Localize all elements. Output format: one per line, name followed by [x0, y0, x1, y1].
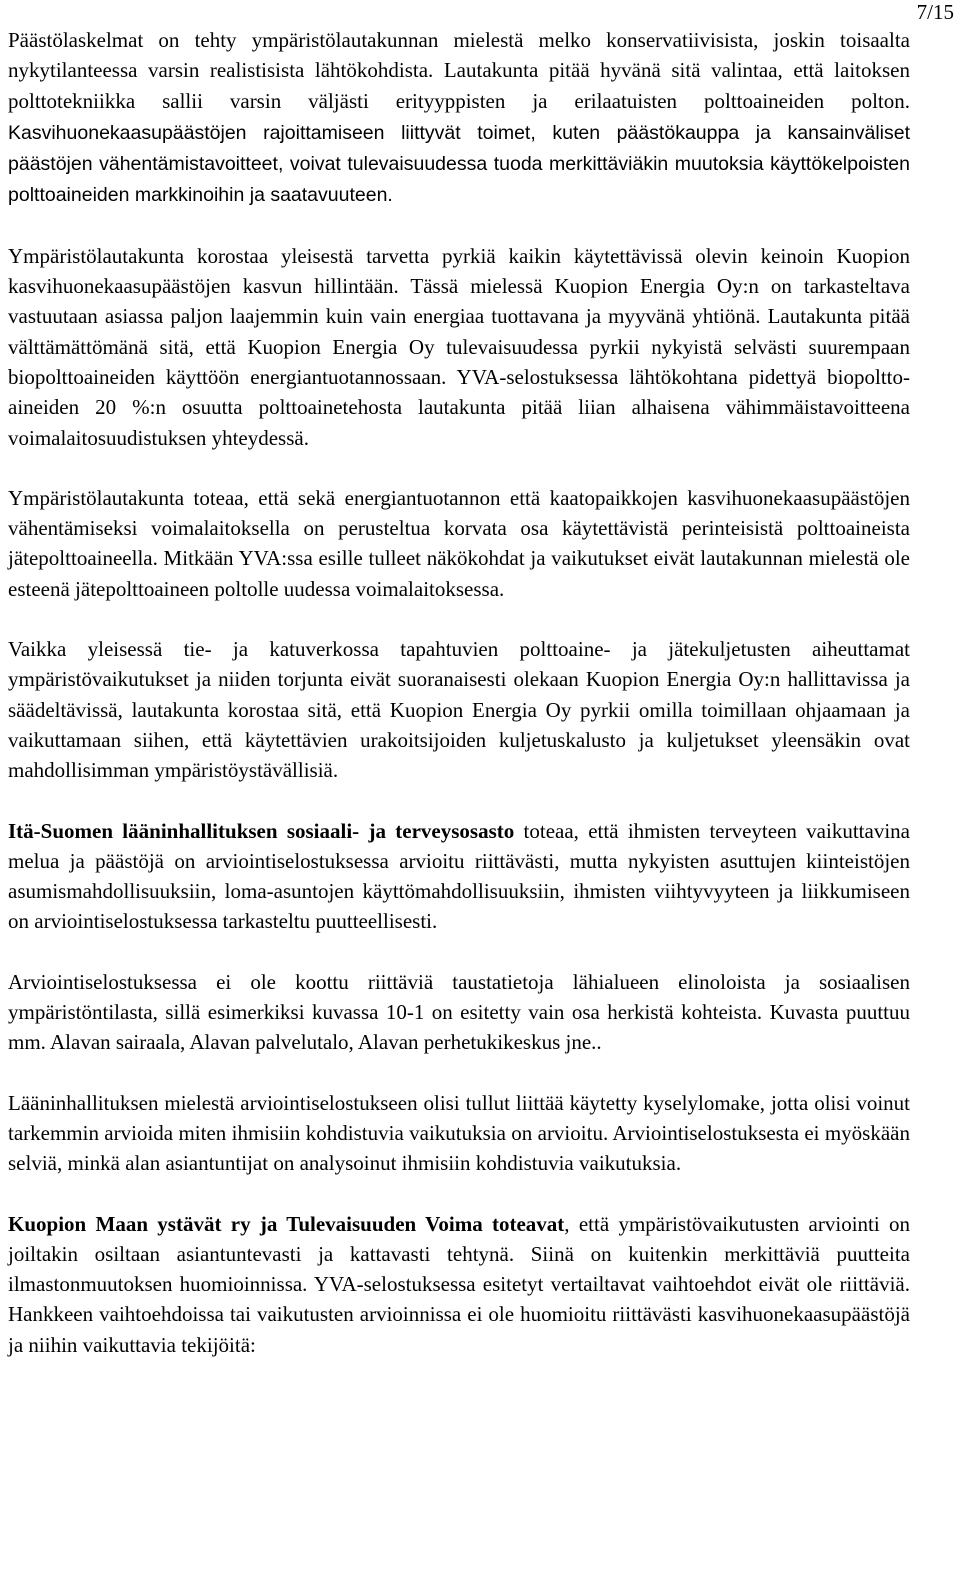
paragraph-greenhouse-emissions: Ympäristölautakunta korostaa yleisestä tarvetta pyrkiä kaikin käytettävissä olevin keinoin Kuopion kasvihuonekaasupäästöjen kasvun hillintään. Tässä mielessä Kuopion Energia Oy:n on tarkasteltava vastuutaan asiassa paljon laajemmin kuin vain energiaa tuottavana ja myyvänä yhtiönä. Lautakunta pitää välttämättömänä sitä, että Kuopion Energia Oy tulevaisuudessa pyrkii nykyistä selvästi suurempaan biopolttoaineiden käyttöön energiantuotannossaan. YVA-selostuksessa lähtökohtana pidettyä biopolttoaineiden 20 %:n osuutta polttoainetehosta lautakunta pitää liian alhaisena vähimmäistavoitteena voimalaitosuudistuksen yhteydessä. [8, 243, 910, 450]
paragraph-friends-of-earth [8, 1209, 910, 1360]
page-number: 7/15 [916, 0, 954, 24]
paragraph-emission-calculations [8, 25, 910, 211]
paragraph-text-sans: Kasvihuonekaasupäästöjen rajoittamiseen liittyvät toimet, kuten päästökauppa ja kansainväliset päästöjen vähentämistavoitteet, voivat tulevaisuudessa tuoda merkittäviäkin muutoksia käyttökelpoisten polttoaineiden markkinoihin ja saatavuuteen. [8, 121, 910, 207]
document-body [8, 25, 910, 1390]
paragraph-bold-lead: Itä-Suomen lääninhallituksen sosiaali- ja terveysosasto [8, 818, 515, 843]
paragraph-waste-fuel: Ympäristölautakunta toteaa, että sekä energiantuotannon että kaatopaikkojen kasvihuonekaasupäästöjen vähentämiseksi voimalaitoksella on perusteltua korvata osa käytettävistä perinteisistä polttoaineista jätepolttoaineella. Mitkään YVA:ssa esille tulleet näkökohdat ja vaikutukset eivät lautakunnan mielestä ole esteenä jätepolttoaineen poltolle uudessa voimalaitoksessa. [8, 485, 910, 601]
paragraph-text: toteaa, että ihmisten terveyteen vaikuttavina melua ja päästöjä on arviointiselostuksessa arvioitu riittävästi, mutta nykyisten asuttujen kiinteistöjen asumismahdollisuuksiin, loma-asuntojen käyttömahdollisuuksiin, ihmisten viihtyvyyteen ja liikkumiseen on arviointiselostuksessa tarkasteltu puutteellisesti. [8, 818, 910, 934]
paragraph-background-data: Arviointiselostuksessa ei ole koottu riittäviä taustatietoja lähialueen elinoloista ja sosiaalisen ympäristöntilasta, sillä esimerkiksi kuvassa 10-1 on esitetty vain osa herkistä kohteista. Kuvasta puuttuu mm. Alavan sairaala, Alavan palvelutalo, Alavan perhetukikeskus jne.. [8, 969, 910, 1055]
paragraph-provincial-office [8, 816, 910, 937]
paragraph-transport: Vaikka yleisessä tie- ja katuverkossa tapahtuvien polttoaine- ja jätekuljetusten aiheuttamat ympäristövaikutukset ja niiden torjunta eivät suoranaisesti olekaan Kuopion Energia Oy:n hallittavissa ja säädeltävissä, lautakunta korostaa sitä, että Kuopion Energia Oy pyrkii omilla toimillaan ohjaamaan ja vaikuttamaan siihen, että käytettävien urakoitsijoiden kuljetuskalusto ja kuljetukset yleensäkin ovat mahdollisimman ympäristöystävällisiä. [8, 637, 910, 783]
paragraph-questionnaire: Lääninhallituksen mielestä arviointiselostukseen olisi tullut liittää käytetty kyselylomake, jotta olisi voinut tarkemmin arvioida miten ihmisiin kohdistuvia vaikutuksia on arvioitu. Arviointiselostuksesta ei myöskään selviä, minkä alan asiantuntijat on analysoinut ihmisiin kohdistuvia vaikutuksia. [8, 1090, 910, 1176]
paragraph-text: Päästölaskelmat on tehty ympäristölautakunnan mielestä melko konservatiivisista, joskin toisaalta nykytilanteessa varsin realistisista lähtökohdista. Lautakunta pitää hyvänä sitä valintaa, että laitoksen polttotekniikka sallii varsin väljästi erityyppisten ja erilaatuisten polttoaineiden polton. [8, 28, 910, 113]
paragraph-text: , että ympäristövaikutusten arviointi on joiltakin osiltaan asiantuntevasti ja kattavasti tehtynä. Siinä on kuitenkin merkittäviä puutteita ilmastonmuutoksen huomioinnissa. YVA-selostuksessa esitetyt vertailtavat vaihtoehdot eivät ole riittäviä. Hankkeen vaihtoehdoissa tai vaikutusten arvioinnissa ei ole huomioitu riittävästi kasvihuonekaasupäästöjä ja niihin vaikuttavia tekijöitä: [8, 1211, 910, 1357]
paragraph-bold-lead: Kuopion Maan ystävät ry ja Tulevaisuuden Voima toteavat [8, 1211, 565, 1236]
